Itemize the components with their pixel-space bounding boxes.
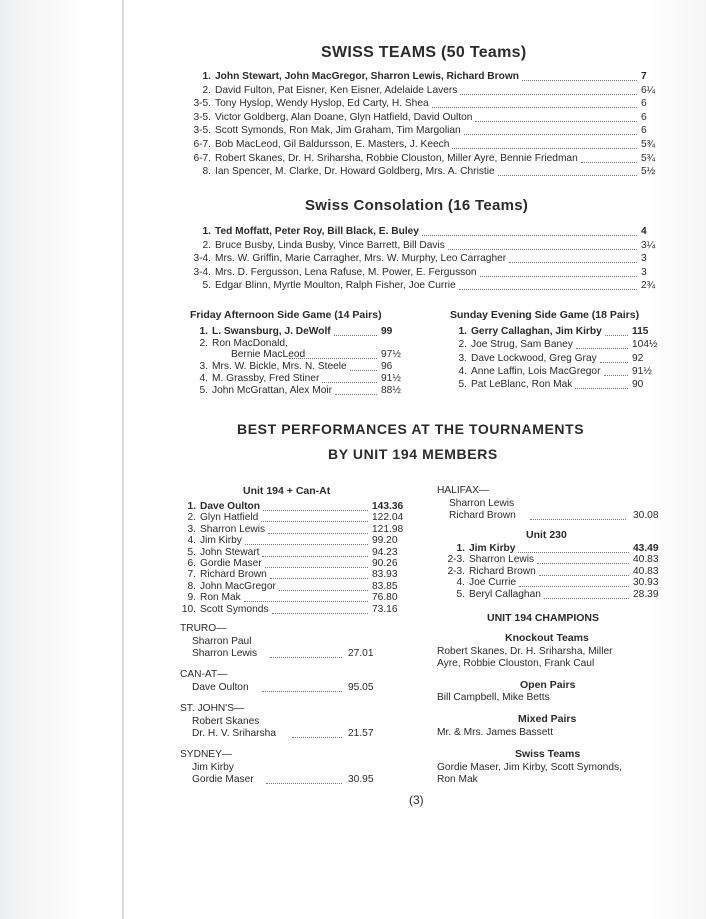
swiss-consolation-title: Swiss Consolation (16 Teams) xyxy=(305,197,529,214)
place: 5. xyxy=(456,588,465,600)
swiss-teams-row xyxy=(185,112,472,124)
names: Mrs. W. Bickle, Mrs. N. Steele xyxy=(212,361,347,373)
friday-row xyxy=(196,373,319,385)
names: Joe Currie xyxy=(469,577,516,589)
mixed-pairs-title: Mixed Pairs xyxy=(518,713,577,725)
names: Bernie MacLeod xyxy=(231,349,306,361)
unit230-row xyxy=(437,577,516,589)
score: 91½ xyxy=(632,365,652,377)
place: 3-5. xyxy=(193,111,211,123)
score: 3 xyxy=(641,266,647,278)
unit230-title: Unit 230 xyxy=(526,529,567,541)
score: 4 xyxy=(641,226,647,237)
score: 90 xyxy=(632,379,644,391)
names: Bob MacLeod, Gil Baldursson, E. Masters, J. Keech xyxy=(215,139,450,150)
score: 7 xyxy=(641,71,647,82)
place: 5. xyxy=(199,384,208,396)
unit194-row xyxy=(178,524,265,536)
swiss-teams-champions-line2: Ron Mak xyxy=(437,774,478,785)
unit194-row xyxy=(178,501,260,513)
score: 30.93 xyxy=(633,577,659,589)
unit230-row xyxy=(437,554,534,566)
sydney-heading: SYDNEY— xyxy=(180,749,233,760)
unit194-title: Unit 194 + Can-At xyxy=(243,485,331,497)
stjohns-heading: ST. JOHN'S— xyxy=(180,703,245,714)
unit230-row xyxy=(437,589,541,601)
dot-leader xyxy=(475,121,637,122)
dot-leader xyxy=(262,556,368,557)
sydney-score: 30.95 xyxy=(348,774,374,785)
dot-leader xyxy=(270,578,368,579)
dot-leader xyxy=(268,533,368,534)
score: 92 xyxy=(632,352,644,364)
place: 2-3. xyxy=(447,554,465,566)
truro-line1: Sharron Paul xyxy=(192,636,252,647)
dot-leader xyxy=(265,567,368,568)
sunday-side-game-title: Sunday Evening Side Game (18 Pairs) xyxy=(450,309,640,321)
place: 6-7. xyxy=(193,152,211,164)
score: 3¼ xyxy=(641,239,656,251)
dot-leader xyxy=(334,335,377,336)
names: Robert Skanes, Dr. H. Sriharsha, Robbie Clouston, Miller Ayre, Bennie Friedman xyxy=(215,152,578,164)
knockout-teams-line1: Robert Skanes, Dr. H. Sriharsha, Miller xyxy=(437,646,613,657)
dot-leader xyxy=(460,94,637,95)
names: John MacGregor xyxy=(200,580,276,592)
place: 1. xyxy=(202,226,211,237)
names: Dave Lockwood, Greg Gray xyxy=(471,352,597,364)
place: 3. xyxy=(187,523,196,535)
dot-leader xyxy=(604,375,629,376)
swiss-consolation-row xyxy=(185,226,419,238)
dot-leader xyxy=(581,162,637,163)
dot-leader xyxy=(350,370,377,371)
names: Gordie Maser xyxy=(200,558,262,569)
score: 91½ xyxy=(381,372,401,384)
unit194-row xyxy=(178,535,242,547)
names: Sharron Lewis xyxy=(200,523,266,535)
score: 83.85 xyxy=(372,580,398,592)
canat-heading: CAN-AT— xyxy=(180,669,228,680)
sunday-row xyxy=(455,366,601,378)
dot-leader xyxy=(605,335,628,336)
dot-leader xyxy=(335,394,377,395)
place: 10. xyxy=(181,603,196,615)
place: 2. xyxy=(202,84,211,96)
unit230-row xyxy=(437,566,536,578)
dot-leader xyxy=(448,249,637,250)
place: 4. xyxy=(187,535,196,547)
friday-row xyxy=(215,349,305,361)
score: 143.36 xyxy=(372,501,404,512)
score: 121.98 xyxy=(372,523,404,535)
score: 40.83 xyxy=(633,565,659,577)
dot-leader xyxy=(322,382,377,383)
names: M. Grassby, Fred Stiner xyxy=(212,372,320,384)
dot-leader xyxy=(519,586,629,587)
friday-row xyxy=(196,326,331,338)
names: Mrs. D. Fergusson, Lena Rafuse, M. Power, E. Fergusson xyxy=(215,266,477,278)
halifax-leader xyxy=(530,519,626,520)
sunday-row xyxy=(455,326,602,338)
place: 2. xyxy=(458,339,467,351)
champions-title: UNIT 194 CHAMPIONS xyxy=(487,612,600,624)
score: 83.93 xyxy=(372,569,398,581)
sydney-leader xyxy=(266,783,342,784)
sunday-row xyxy=(455,379,572,391)
dot-leader xyxy=(518,552,629,553)
names: John McGrattan, Alex Moir xyxy=(212,384,333,396)
halifax-line1: Sharron Lewis xyxy=(449,498,515,509)
score: 40.83 xyxy=(633,554,659,566)
dot-leader xyxy=(244,601,368,602)
truro-score: 27.01 xyxy=(348,648,374,659)
stjohns-score: 21.57 xyxy=(348,728,374,739)
dot-leader xyxy=(539,575,629,576)
names: Jim Kirby xyxy=(469,543,516,554)
unit194-row xyxy=(178,604,269,616)
best-performances-subtitle: BY UNIT 194 MEMBERS xyxy=(328,446,498,462)
score: 6 xyxy=(641,111,647,123)
names: Bruce Busby, Linda Busby, Vince Barrett, Bill Davis xyxy=(215,239,445,251)
swiss-teams-row xyxy=(185,71,519,83)
names: Jim Kirby xyxy=(200,535,242,547)
swiss-teams-champions-title: Swiss Teams xyxy=(515,748,581,760)
place: 4. xyxy=(456,577,465,589)
place: 2. xyxy=(199,337,208,349)
halifax-score: 30.08 xyxy=(633,510,659,521)
dot-leader xyxy=(600,362,628,363)
dot-leader xyxy=(464,134,637,135)
score: 43.49 xyxy=(633,543,659,554)
place: 8. xyxy=(187,580,196,592)
page-number: (3) xyxy=(409,793,424,807)
dot-leader xyxy=(480,276,637,277)
unit194-row xyxy=(178,558,262,570)
place: 2-3. xyxy=(447,565,465,577)
place: 4. xyxy=(458,365,467,377)
swiss-consolation-row xyxy=(185,240,445,252)
names: Scott Symonds, Ron Mak, Jim Graham, Tim Margolian xyxy=(215,125,461,137)
swiss-teams-title: SWISS TEAMS (50 Teams) xyxy=(321,44,527,61)
halifax-heading: HALIFAX— xyxy=(437,485,490,496)
names: Mrs. W. Griffin, Marie Carragher, Mrs. W. Murphy, Leo Carragher xyxy=(215,253,507,264)
dot-leader xyxy=(261,521,368,522)
friday-row xyxy=(196,385,332,397)
truro-line2: Sharron Lewis xyxy=(192,648,258,659)
dot-leader xyxy=(544,598,629,599)
dot-leader xyxy=(289,358,377,359)
place: 3-4. xyxy=(193,253,211,264)
truro-leader xyxy=(270,657,342,658)
dot-leader xyxy=(576,348,628,349)
score: 96 xyxy=(381,361,393,373)
canat-line1: Dave Oulton xyxy=(192,682,249,693)
dot-leader xyxy=(498,175,637,176)
names: Gerry Callaghan, Jim Kirby xyxy=(471,326,602,337)
unit194-row xyxy=(178,592,241,604)
place: 1. xyxy=(187,501,196,512)
place: 8. xyxy=(202,166,211,178)
place: 2. xyxy=(187,512,196,524)
dot-leader xyxy=(537,563,629,564)
canat-score: 95.05 xyxy=(348,682,374,693)
place: 7. xyxy=(187,569,196,581)
truro-heading: TRURO— xyxy=(180,623,227,634)
friday-side-game-title: Friday Afternoon Side Game (14 Pairs) xyxy=(190,309,382,321)
dot-leader xyxy=(432,107,637,108)
score: 73.16 xyxy=(372,603,398,615)
names: Scott Symonds xyxy=(200,603,269,615)
place: 3-5. xyxy=(193,98,211,110)
dot-leader xyxy=(279,590,368,591)
dot-leader xyxy=(452,148,637,149)
best-performances-title: BEST PERFORMANCES AT THE TOURNAMENTS xyxy=(237,421,585,437)
knockout-teams-title: Knockout Teams xyxy=(505,632,589,644)
place: 6-7. xyxy=(193,139,211,150)
names: John Stewart, John MacGregor, Sharron Lewis, Richard Brown xyxy=(215,71,519,82)
unit194-row xyxy=(178,569,267,581)
place: 3. xyxy=(199,361,208,373)
dot-leader xyxy=(272,613,368,614)
names: Edgar Blinn, Myrtle Moulton, Ralph Fisher, Joe Currie xyxy=(215,280,456,291)
score: 104½ xyxy=(632,339,658,351)
page-fold-shadow xyxy=(122,0,124,919)
place: 3. xyxy=(458,352,467,364)
score: 76.80 xyxy=(372,592,398,604)
score: 6 xyxy=(641,125,647,137)
names: Beryl Callaghan xyxy=(469,588,541,600)
dot-leader xyxy=(575,388,628,389)
dot-leader xyxy=(459,289,637,290)
swiss-consolation-row xyxy=(185,280,456,292)
open-pairs-line: Bill Campbell, Mike Betts xyxy=(437,692,550,703)
swiss-teams-row xyxy=(185,85,457,97)
names: Ian Spencer, M. Clarke, Dr. Howard Goldberg, Mrs. A. Christie xyxy=(215,166,495,178)
names: John Stewart xyxy=(200,546,260,558)
swiss-consolation-row xyxy=(185,253,506,265)
stjohns-line2: Dr. H. V. Sriharsha xyxy=(192,728,276,739)
open-pairs-title: Open Pairs xyxy=(520,679,576,691)
score: 97½ xyxy=(381,349,401,361)
score: 3 xyxy=(641,253,647,264)
names: Victor Goldberg, Alan Doane, Glyn Hatfield, David Oulton xyxy=(215,111,473,123)
unit194-row xyxy=(178,547,259,559)
canat-leader xyxy=(262,691,342,692)
place: 5. xyxy=(458,379,467,391)
names: L. Swansburg, J. DeWolf xyxy=(212,326,331,337)
names: Tony Hyslop, Wendy Hyslop, Ed Carty, H. Shea xyxy=(215,98,429,110)
friday-row xyxy=(196,361,347,373)
score: 90.26 xyxy=(372,558,398,569)
names: Pat LeBlanc, Ron Mak xyxy=(471,379,573,391)
dot-leader xyxy=(245,544,368,545)
dot-leader xyxy=(263,510,368,511)
swiss-teams-row xyxy=(185,153,578,165)
place: 1. xyxy=(202,71,211,82)
sunday-row xyxy=(455,339,573,351)
score: 5½ xyxy=(641,166,656,178)
score: 99.20 xyxy=(372,535,398,547)
score: 88½ xyxy=(381,384,401,396)
dot-leader xyxy=(522,80,637,81)
swiss-teams-champions-line1: Gordie Maser, Jim Kirby, Scott Symonds, xyxy=(437,762,622,773)
names: David Fulton, Pat Eisner, Ken Eisner, Adelaide Lavers xyxy=(215,84,458,96)
score: 2¾ xyxy=(641,280,656,291)
swiss-teams-row xyxy=(185,125,461,137)
swiss-teams-row xyxy=(185,139,449,151)
place: 4. xyxy=(199,372,208,384)
place: 5. xyxy=(187,546,196,558)
knockout-teams-line2: Ayre, Robbie Clouston, Frank Caul xyxy=(437,658,595,669)
place: 1. xyxy=(456,543,465,554)
score: 6 xyxy=(641,98,647,110)
names: Ted Moffatt, Peter Roy, Bill Black, E. Buley xyxy=(215,226,419,237)
names: Ron MacDonald, xyxy=(212,337,288,349)
place: 1. xyxy=(458,326,467,337)
place: 3-5. xyxy=(193,125,211,137)
dot-leader xyxy=(509,262,637,263)
score: 99 xyxy=(381,326,393,337)
score: 5¾ xyxy=(641,152,656,164)
unit194-row xyxy=(178,512,258,524)
score: 5¾ xyxy=(641,139,656,150)
names: Glyn Hatfield xyxy=(200,512,259,524)
names: Richard Brown xyxy=(200,569,267,581)
score: 28.39 xyxy=(633,588,659,600)
names: Richard Brown xyxy=(469,565,536,577)
names: Anne Laffin, Lois MacGregor xyxy=(471,365,601,377)
stjohns-leader xyxy=(292,737,342,738)
swiss-teams-row xyxy=(185,166,495,178)
place: 5. xyxy=(202,280,211,291)
names: Joe Strug, Sam Baney xyxy=(471,339,573,351)
place: 2. xyxy=(202,239,211,251)
unit230-row xyxy=(437,543,515,555)
score: 122.04 xyxy=(372,512,404,524)
place: 6. xyxy=(187,558,196,569)
sunday-row xyxy=(455,353,597,365)
names: Sharron Lewis xyxy=(469,554,535,566)
sydney-line2: Gordie Maser xyxy=(192,774,254,785)
swiss-teams-row xyxy=(185,98,429,110)
dot-leader xyxy=(422,235,637,236)
swiss-consolation-row xyxy=(185,267,477,279)
score: 6¼ xyxy=(641,84,656,96)
place: 3-4. xyxy=(193,266,211,278)
score: 94.23 xyxy=(372,546,398,558)
sydney-line1: Jim Kirby xyxy=(192,762,234,773)
unit194-row xyxy=(178,581,276,593)
place: 9. xyxy=(187,592,196,604)
names: Dave Oulton xyxy=(200,501,261,512)
names: Ron Mak xyxy=(200,592,241,604)
friday-row xyxy=(196,338,288,350)
halifax-line2: Richard Brown xyxy=(449,510,516,521)
stjohns-line1: Robert Skanes xyxy=(192,716,260,727)
mixed-pairs-line: Mr. & Mrs. James Bassett xyxy=(437,727,554,738)
score: 115 xyxy=(632,326,649,337)
place: 1. xyxy=(199,326,208,337)
